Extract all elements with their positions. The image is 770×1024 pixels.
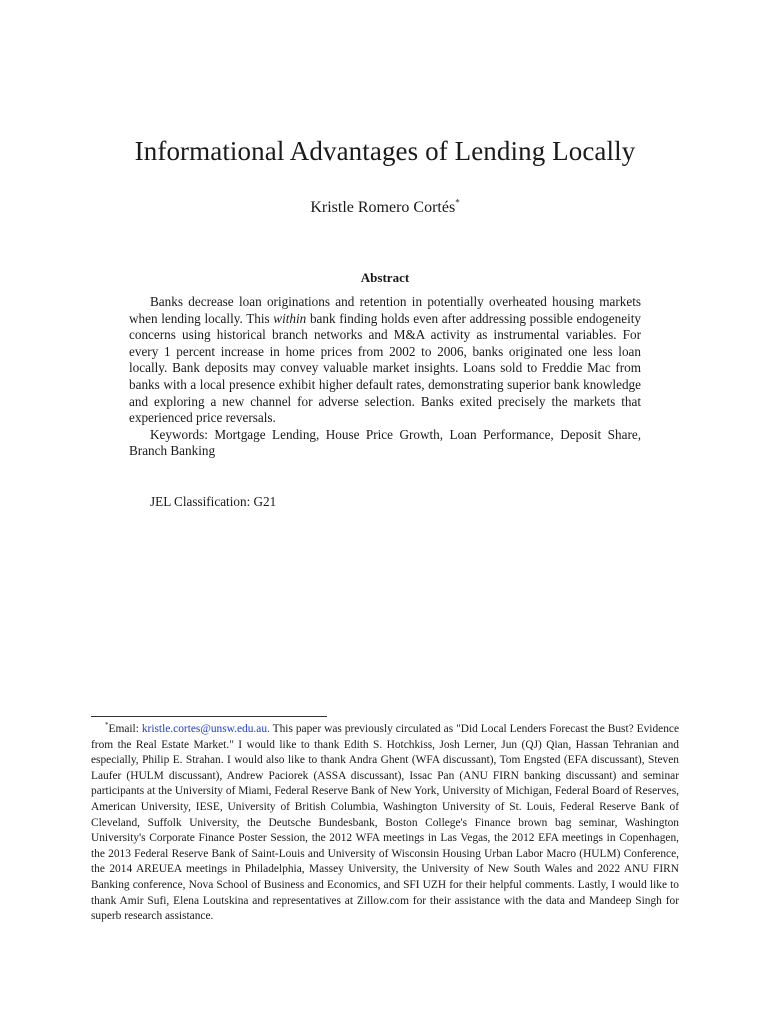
- abstract-text-end: bank finding holds even after addressing possible endogeneity concerns using historical branch networks and M&A activity as instrumental variables. For every 1 percent increase in home prices from 2002 to 2006, banks originated one less loan locally. Bank deposits may convey valuable market insights. Loans sold to Freddie Mac from banks with a local presence exhibit higher default rates, demonstrating superior bank knowledge and exploring a new channel for adverse selection. Banks exited precisely the markets that experienced price reversals.: [129, 310, 641, 426]
- author-line: [0, 199, 770, 217]
- abstract-text-start: Banks decrease loan originations and retention in potentially overheated housing markets when lending locally. This: [129, 294, 641, 326]
- abstract-emphasis-within: within: [273, 310, 307, 326]
- abstract-paragraph: [129, 294, 641, 427]
- abstract-body: [129, 294, 641, 460]
- jel-classification: JEL Classification: G21: [150, 494, 277, 509]
- author-footnote-mark[interactable]: *: [455, 197, 460, 208]
- author-name: Kristle Romero Cortés: [310, 199, 456, 216]
- footnote: [91, 722, 679, 925]
- footnote-paragraph: [91, 722, 679, 925]
- footnote-mark: *: [105, 721, 109, 730]
- footnote-text: This paper was previously circulated as "Did Local Lenders Forecast the Bust? Evidence from the Real Estate Market." I would like to thank Edith S. Hotchkiss, Josh Lerner, Jun (QJ) Qian, Hassan Tehranian and especially, Philip E. Strahan. I would also like to thank Andra Ghent (WFA discussant), Tom Engsted (EFA discussant), Steven Laufer (HULM discussant), Andrew Paciorek (ASSA discussant), Issac Pan (ANU FIRN banking discussant) and seminar participants at the University of Miami, Federal Reserve Bank of New York, University of Michigan, Federal Board of Reserves, American University, IESE, University of British Columbia, Washington University of St. Louis, Federal Reserve Bank of Cleveland, Suffolk University, the Deutsche Bundesbank, Boston College's Finance brown bag seminar, Washington University's Corporate Finance Poster Session, the 2012 WFA meetings in Las Vegas, the 2012 EFA meetings in Copenhagen, the 2013 Federal Reserve Bank of Saint-Louis and University of Wisconsin Housing Urban Labor Macro (HULM) Conference, the 2014 AREUEA meetings in Philadelphia, Massey University, the University of New South Wales and 2022 ANU FIRN Banking conference, Nova School of Business and Economics, and SFI UZH for their helpful comments. Lastly, I would like to thank Amir Sufi, Elena Loutskina and representatives at Zillow.com for their assistance with the data and Mandeep Singh for superb research assistance.: [91, 723, 679, 923]
- keywords: Keywords: Mortgage Lending, House Price Growth, Loan Performance, Deposit Share, Branch Banking: [129, 426, 641, 459]
- footnote-email-label: Email:: [108, 723, 142, 735]
- footnote-email-link[interactable]: kristle.cortes@unsw.edu.au.: [141, 723, 270, 735]
- paper-title: Informational Advantages of Lending Locally: [134, 136, 636, 166]
- footnote-divider: [91, 716, 327, 717]
- abstract-heading: Abstract: [360, 270, 410, 285]
